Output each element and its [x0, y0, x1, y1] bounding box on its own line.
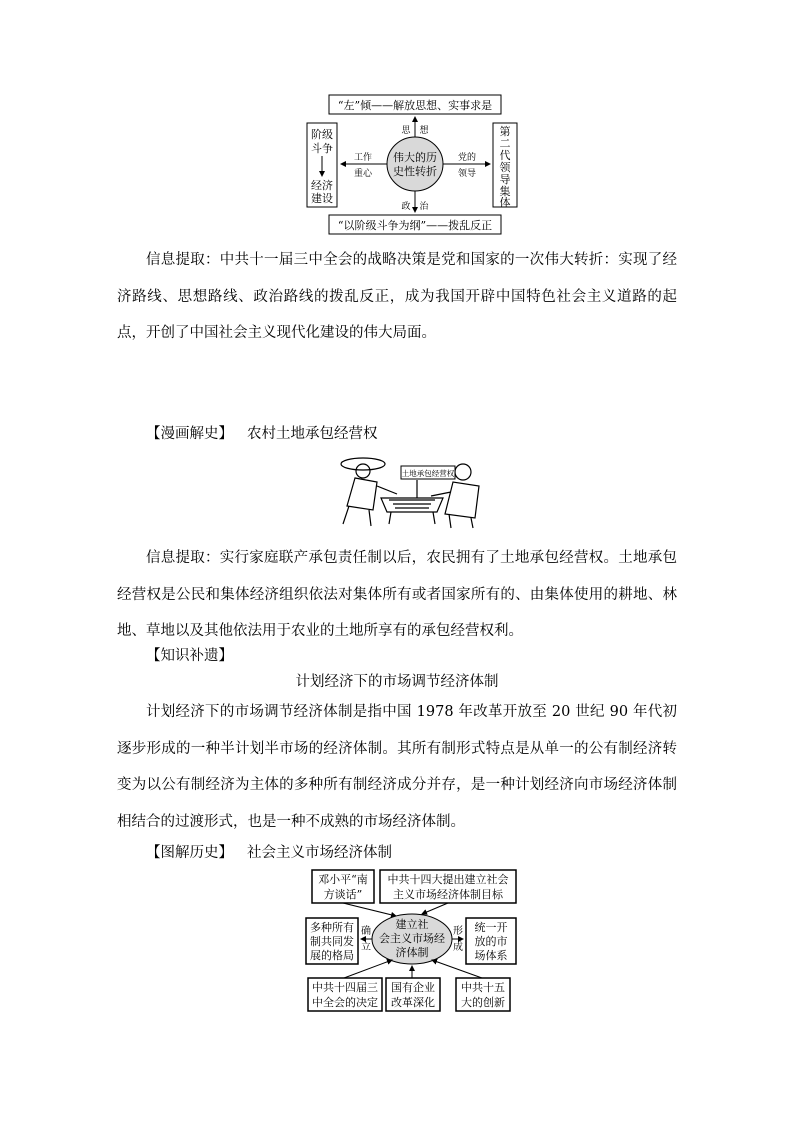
svg-text:场体系: 场体系 [474, 949, 508, 962]
svg-text:领: 领 [499, 161, 511, 174]
svg-text:第: 第 [499, 125, 511, 138]
svg-text:形: 形 [453, 926, 463, 937]
bottom-label: “以阶级斗争为纲”——拨乱反正 [337, 219, 493, 232]
right-box-text [500, 125, 512, 209]
up-label: 思 想 [401, 126, 429, 136]
left-arrow-label-1: 工作 [353, 153, 373, 163]
knowledge-paragraph: 计划经济下的市场调节经济体制是指中国 1978 年改革开放至 20 世纪 90 年代初逐步形成的一种半计划半市场的经济体制。其所有制形式特点是从单一的公有制经济转变为以公有制经济为主体的多种所有制经济成分并存，是一种计划经济向市场经济体制相结合的过渡形式，也是一种不成熟的市场经济体制。 [117, 704, 677, 830]
svg-text:方谈话”: 方谈话” [323, 888, 363, 901]
left-box-bottom-2: 建设 [311, 192, 333, 205]
svg-text:济体制: 济体制 [395, 946, 429, 959]
svg-text:二: 二 [499, 137, 511, 150]
section-knowledge-bracket: 【知识补遗】 [146, 648, 233, 664]
svg-text:成: 成 [453, 942, 463, 953]
left-box-top-1: 阶级 [311, 128, 333, 141]
svg-text:确: 确 [361, 926, 371, 937]
svg-text:中共十四届三: 中共十四届三 [312, 981, 378, 994]
svg-text:体: 体 [499, 196, 511, 209]
svg-text:多种所有: 多种所有 [310, 921, 354, 934]
svg-text:展的格局: 展的格局 [310, 949, 354, 962]
center-label-1: 伟大的历 [393, 151, 437, 164]
svg-text:导: 导 [499, 173, 511, 186]
svg-text:国有企业: 国有企业 [391, 981, 435, 994]
right-arrow-label-2: 领导 [457, 169, 477, 179]
left-box-bottom-1: 经济 [311, 179, 333, 192]
section-comic-title: 农村土地承包经营权 [247, 426, 378, 442]
svg-text:统一开: 统一开 [474, 921, 508, 934]
svg-text:主义市场经济体制目标: 主义市场经济体制目标 [393, 888, 503, 901]
turning-point-diagram [305, 93, 520, 236]
svg-text:改革深化: 改革深化 [391, 996, 435, 1009]
svg-text:放的市: 放的市 [474, 935, 508, 948]
center-label-2: 史性转折 [393, 165, 437, 178]
section-knowledge-heading [146, 646, 233, 666]
section-diagram-bracket: 【图解历史】 [146, 845, 233, 861]
svg-text:立: 立 [361, 942, 371, 953]
left-arrow-label-2: 重心 [353, 169, 373, 179]
left-box-top-2: 斗争 [311, 142, 333, 155]
svg-text:中全会的决定: 中全会的决定 [312, 996, 378, 1009]
svg-text:制共同发: 制共同发 [310, 935, 354, 948]
svg-text:建立社: 建立社 [395, 918, 429, 931]
svg-text:集: 集 [499, 185, 511, 198]
svg-text:中共十五: 中共十五 [461, 981, 505, 994]
right-arrow-label-1: 党的 [457, 153, 477, 163]
section-diagram-title: 社会主义市场经济体制 [247, 845, 392, 861]
top-label: “左”倾——解放思想、实事求是 [337, 99, 493, 112]
knowledge-title: 计划经济下的市场调节经济体制 [295, 674, 499, 690]
section-comic-bracket: 【漫画解史】 [146, 426, 233, 442]
svg-text:会主义市场经: 会主义市场经 [379, 932, 445, 945]
section-comic-heading [146, 424, 378, 444]
svg-text:代: 代 [499, 149, 511, 162]
info-paragraph-2: 信息提取：实行家庭联产承包责任制以后，农民拥有了土地承包经营权。土地承包经营权是公民和集体经济组织依法对集体所有或者国家所有的、由集体使用的耕地、林地、草地以及其他依法用于农业的土地所享有的承包经营权利。 [117, 550, 677, 639]
svg-text:中共十四大提出建立社会: 中共十四大提出建立社会 [387, 873, 509, 886]
info-paragraph-1: 信息提取：中共十一届三中全会的战略决策是党和国家的一次伟大转折：实现了经济路线、思想路线、政治路线的拨乱反正，成为我国开辟中国特色社会主义道路的起点，开创了中国社会主义现代化建设的伟大局面。 [117, 252, 677, 341]
comic-sign-label: 土地承包经营权 [401, 469, 455, 478]
svg-text:大的创新: 大的创新 [461, 996, 505, 1009]
section-diagram-heading [146, 843, 392, 863]
down-label: 政 治 [401, 202, 429, 212]
svg-text:邓小平“南: 邓小平“南 [318, 873, 368, 886]
land-contract-comic [333, 448, 489, 530]
market-economy-diagram [304, 868, 520, 1014]
center-circle [387, 137, 443, 191]
